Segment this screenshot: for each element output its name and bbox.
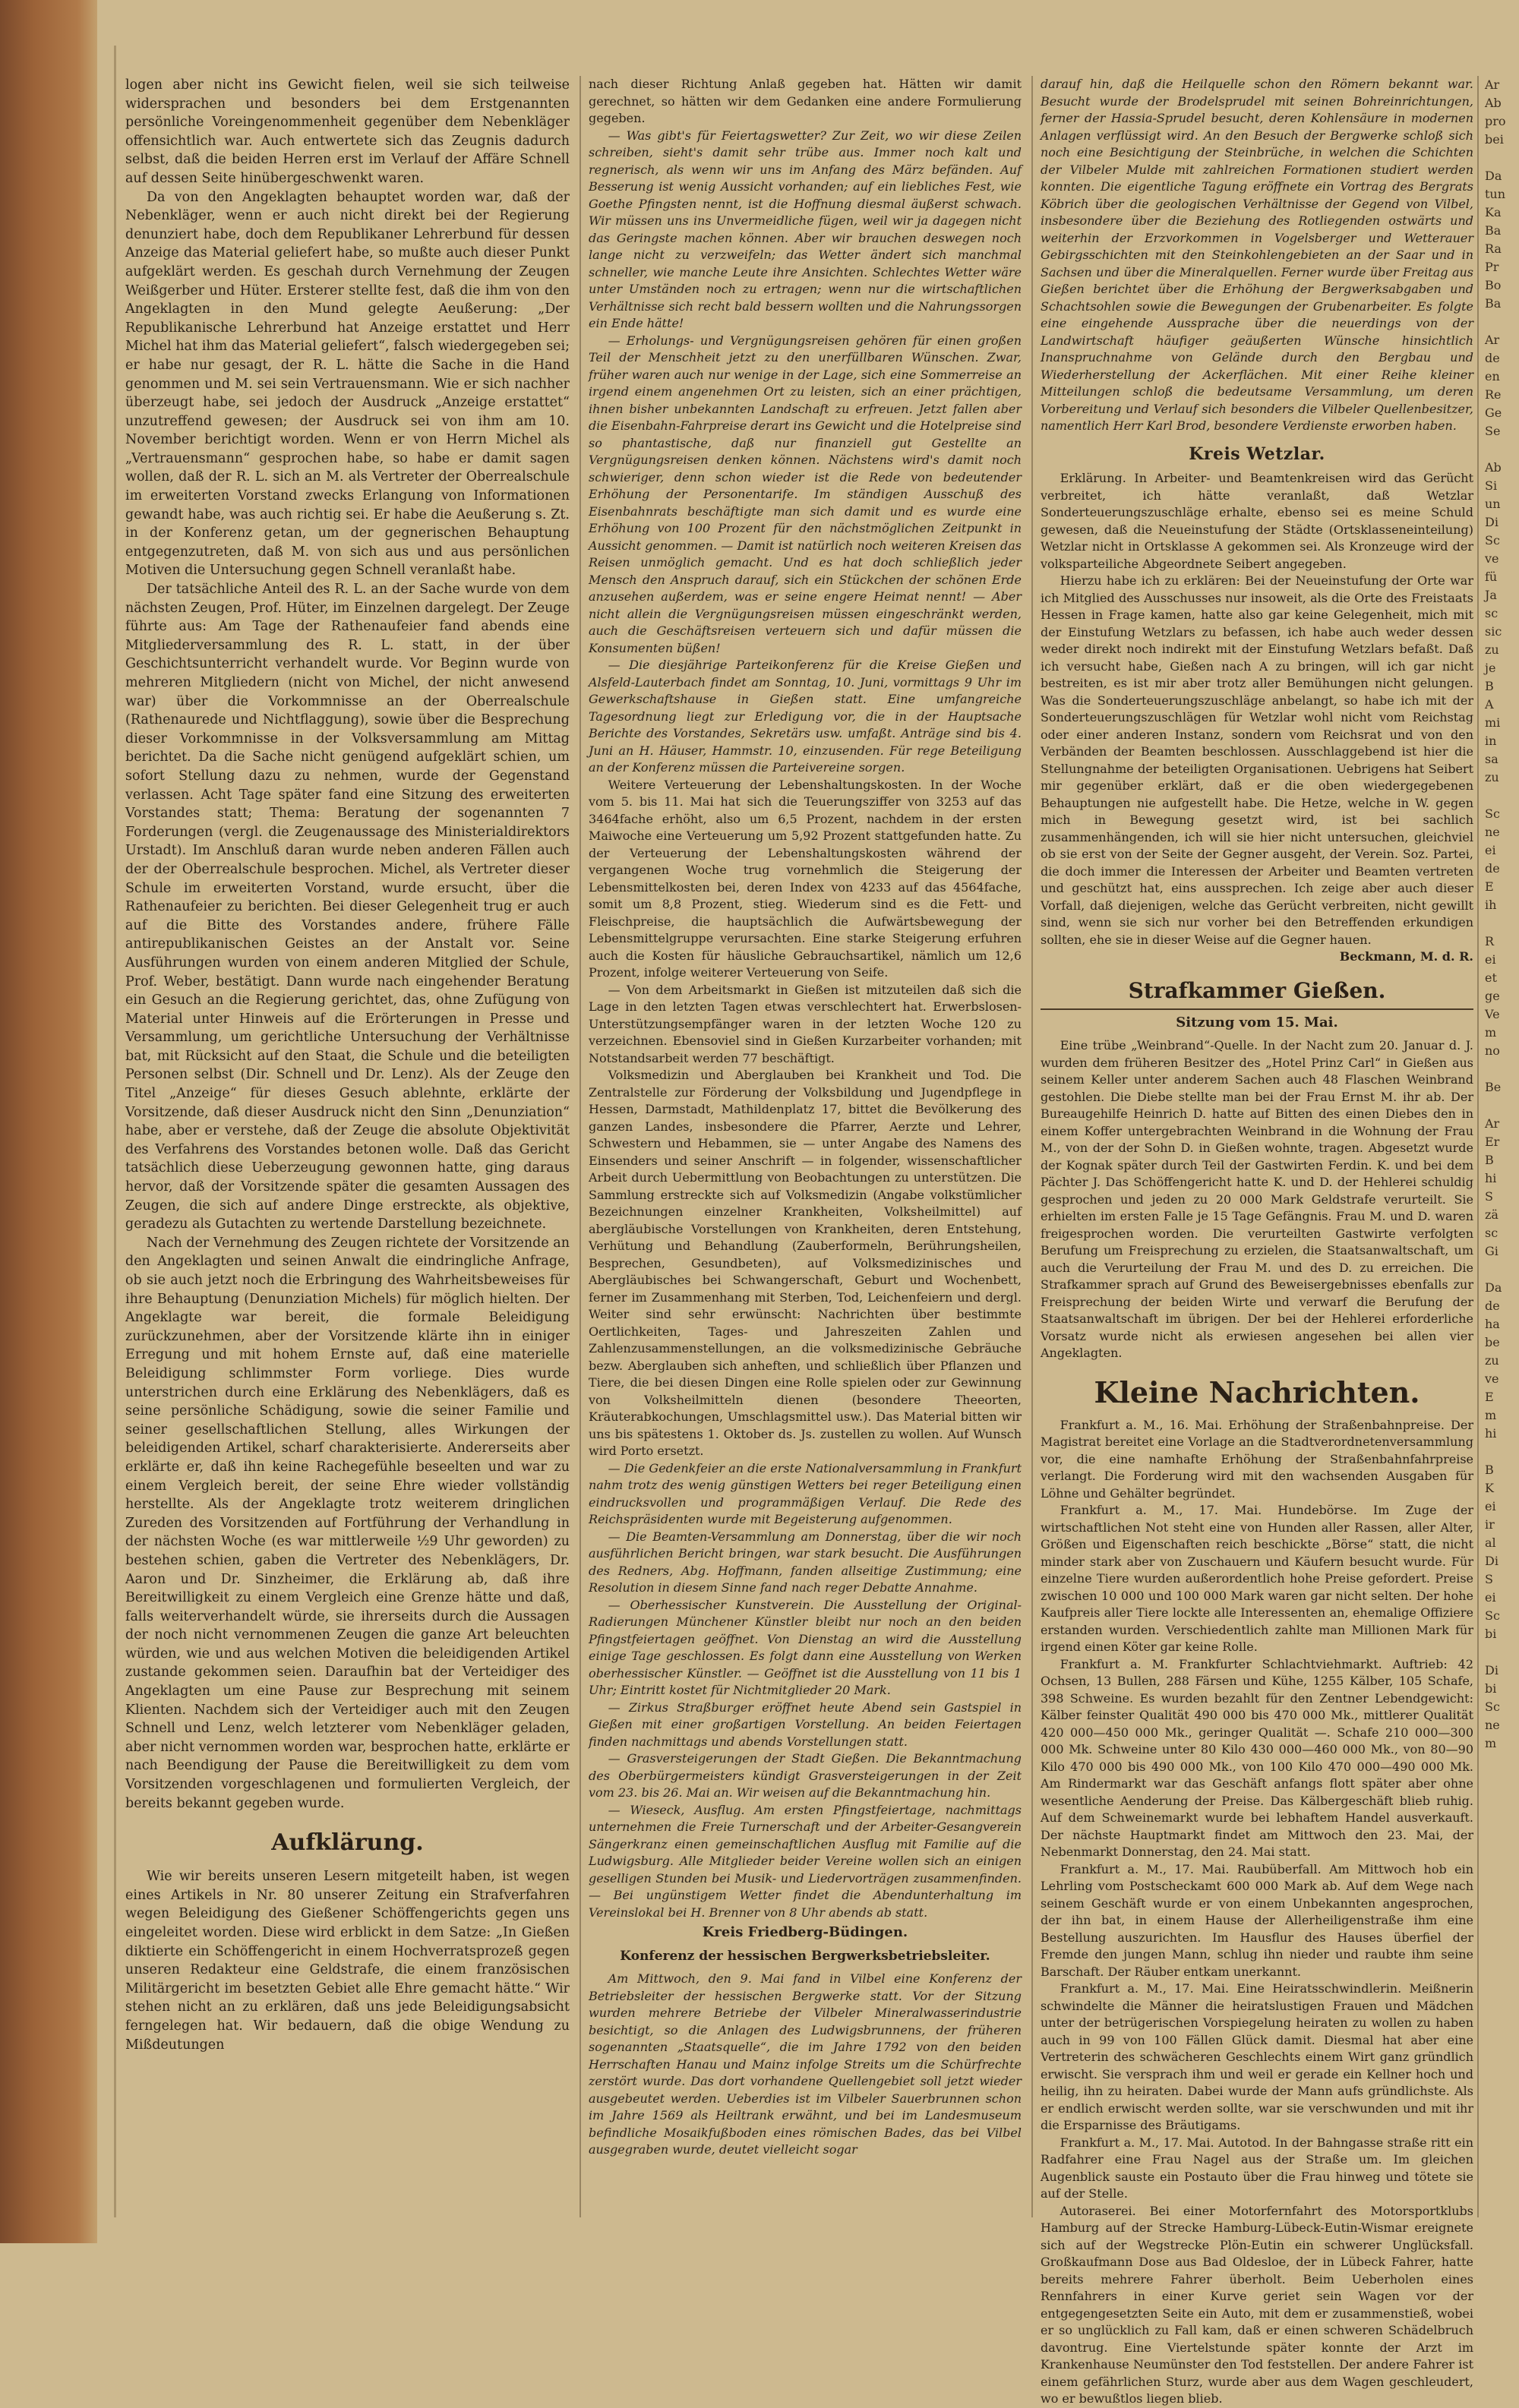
cropped-line-fragment: zu (1485, 642, 1499, 657)
cropped-line-fragment: un (1485, 497, 1501, 511)
cropped-line-fragment: Sc (1485, 1608, 1500, 1623)
cropped-line-fragment (1485, 149, 1515, 167)
cropped-line-fragment: bei (1485, 132, 1504, 147)
article-paragraph: darauf hin, daß die Heilquelle schon den Römern bekannt war. Besucht wurde der Brodelsprudel mit seinen Bohreinrichtungen, ferner der Hassia-Sprudel besucht, deren Kohlensäure in modernen Anlagen verflüssigt wird. An den Besuch der Bergwerke schloß sich noch eine Besichtigung der Steinbrüche, in welchen die Schichten der Vilbeler Mulde mit zahlreichen Formationen studiert werden konnten. Die eigentliche Tagung eröffnete ein Vortrag des Bergrats Köbrich über die geologischen Verhältnisse der Gegend von Vilbel, insbesondere über die Beziehung des Rotliegenden ostwärts und weiterhin der Erzvorkommen in Vogelsberger und Wetterauer Gebirgsschichten mit den Steinkohlengebieten an der Saar und in Sachsen und über die Mineralquellen. Ferner wurde über Freitag aus Gießen berichtet über die Erhöhung der Bergwerksabgaben und Schachtsohlen sowie die Bewegungen der Grubenarbeiter. Es folgte eine eingehende Aussprache über die neuerdings von der Landwirtschaft häufiger geäußerten Wünsche hinsichtlich Inanspruchnahme von Gelände durch den Bergbau und Wiederherstellung der Ackerflächen. Mit einer Reihe kleiner Mitteilungen schloß die bedeutsame Versammlung, um deren Vorbereitung und Verlauf sich besonders die Vilbeler Quellenbesitzer, namentlich Herr Karl Brod, besondere Verdienste erworben haben. (1041, 77, 1473, 433)
news-item: Frankfurt a. M., 17. Mai. Autotod. In der Bahngasse straße ritt ein Radfahrer eine Frau Nagel aus der Straße um. Im gleichen Augenblick sauste ein Postauto über die Frau hinweg und tötete sie auf der Stelle. (1041, 2135, 1473, 2201)
cropped-line-fragment: S (1485, 1189, 1493, 1204)
cropped-line-fragment: Ba (1485, 296, 1502, 311)
cropped-line-fragment: bi (1485, 1681, 1497, 1696)
cropped-line-fragment: ei (1485, 952, 1496, 967)
cropped-line-fragment: m (1485, 1736, 1497, 1750)
cropped-line-fragment: S (1485, 1572, 1493, 1586)
cropped-line-fragment: K (1485, 1481, 1494, 1495)
news-item: — Was gibt's für Feiertagswetter? Zur Zeit, wo wir diese Zeilen schreiben, sieht's damit sehr trübe aus. Immer noch kalt und regnerisch, als wenn wir uns im Anfang des März befänden. Auf Besserung ist wenig Aussicht vorhanden; auf ein liebliches Fest, wie Goethe Pfingsten nennt, ist die Hoffnung diesmal äußerst schwach. Wir müssen uns ins Unvermeidliche fügen, weil wir ja dagegen nicht das Geringste machen können. Aber wir brauchen deswegen noch lange nicht zu verzweifeln; das Wetter ändert sich manchmal schneller, wie manche Leute ihre Ansichten. Schlechtes Wetter wäre unter Umständen noch zu ertragen; wenn nur die wirtschaftlichen Verhältnisse sich recht bald bessern wollten und die Nahrungssorgen ein Ende hätte! (589, 128, 1022, 330)
cropped-line-fragment: be (1485, 1335, 1500, 1349)
cropped-line-fragment: in (1485, 734, 1497, 748)
cropped-line-fragment: B (1485, 1463, 1494, 1477)
cropped-line-fragment: tun (1485, 187, 1506, 201)
column-1 (125, 76, 570, 2217)
cropped-line-fragment: pro (1485, 114, 1506, 128)
cropped-line-fragment (1485, 313, 1515, 331)
cropped-line-fragment: Ab (1485, 96, 1502, 110)
cropped-line-fragment: Er (1485, 1135, 1500, 1149)
article-paragraph: logen aber nicht ins Gewicht fielen, weil sie sich teilweise widersprachen und besonders bei dem Erstgenannten persönliche Voreingenommenheit gegenüber dem Nebenkläger offensichtlich war. Auch entwertete sich das Zeugnis dadurch selbst, daß die beiden Herren erst im Verlauf der Affäre Schnell auf dessen Seite hinübergeschwenkt waren. (125, 77, 570, 186)
cropped-line-fragment (1485, 1643, 1515, 1662)
cropped-line-fragment: Pr (1485, 260, 1499, 274)
signature: Beckmann, M. d. R. (1339, 949, 1473, 964)
news-item: Frankfurt a. M., 17. Mai. Raubüberfall. Am Mittwoch hob ein Lehrling vom Postscheckamt 600 000 Mark ab. Auf dem Wege nach seinem Geschäft wurde er von einem Unbekannten angesprochen, der ihn bat, in einem Hause der Allerheiligenstraße ihm eine Bestellung auszurichten. Im Hausflur des Hauses überfiel der Fremde den jungen Mann, schlug ihn nieder und raubte ihm seine Barschaft. Der Räuber entkam unerkannt. (1041, 1861, 1473, 1979)
cropped-line-fragment: m (1485, 1025, 1497, 1040)
cropped-line-fragment: Re (1485, 387, 1502, 402)
cropped-line-fragment: Ab (1485, 460, 1502, 475)
cropped-line-fragment: Di (1485, 515, 1498, 529)
cropped-line-fragment (1485, 914, 1515, 933)
cropped-line-fragment: Ar (1485, 1116, 1500, 1131)
cropped-line-fragment: je (1485, 661, 1496, 675)
cropped-line-fragment: ge (1485, 989, 1500, 1003)
cropped-line-fragment (1485, 1261, 1515, 1279)
cropped-line-fragment: ne (1485, 825, 1500, 839)
cropped-line-fragment: mi (1485, 715, 1501, 730)
cropped-line-fragment (1485, 1097, 1515, 1115)
news-item: — Grasversteigerungen der Stadt Gießen. Die Bekanntmachung des Oberbürgermeisters kündigt Grasversteigerungen in der Zeit vom 23. bis 26. Mai an. Wir weisen auf die Bekanntmachung hin. (589, 1751, 1022, 1800)
news-item: Am Mittwoch, den 9. Mai fand in Vilbel eine Konferenz der Betriebsleiter der hessischen Bergwerke statt. Vor der Sitzung wurden mehrere Betriebe der Vilbeler Mineralwasserindustrie besichtigt, so die Anlagen des Ludwigsbrunnens, der früheren sogenannten „Staatsquelle“, die im Jahre 1792 von den beiden Herrschaften Hanau und Mainz infolge Streits um die Schürfrechte zerstört wurde. Das dort vorhandene Quellengebiet soll jetzt wieder ausgebeutet werden. Ueberdies ist im Vilbeler Sauerbrunnen schon im Jahre 1569 als Heiltrank erwähnt, und bei im Landesmuseum befindliche Mosaikfußboden eines römischen Bades, das bei Vilbel ausgegraben wurde, deutet vielleicht sogar (589, 1971, 1022, 2157)
column-4-cropped (1485, 76, 1515, 2217)
news-item: Autoraserei. Bei einer Motorfernfahrt des Motorsportklubs Hamburg auf der Strecke Hamburg-Lübeck-Eutin-Wismar ereignete sich auf der Wegstrecke Plön-Eutin ein schwerer Unglücksfall. Großkaufmann Dose aus Bad Oldesloe, der in Lübeck Fahrer, hatte bereits mehrere Fahrer überholt. Beim Ueberholen eines Rennfahrers in einer Kurve geriet sein Wagen vor der entgegengesetzten Seite ein Auto, mit dem er zusammenstieß, wobei er so unglücklich zu Fall kam, daß er einen schweren Schädelbruch davontrug. Eine Viertelstunde später konnte der Arzt im Krankenhause Neumünster den Tod feststellen. Der andere Fahrer ist einem gefährlichen Sturz, wurde aber aus dem Wagen geschleudert, wo er bewußtlos liegen blieb. (1041, 2203, 1473, 2406)
section-heading-aufklaerung: Aufklärung. (271, 1829, 424, 1857)
news-item: Frankfurt a. M., 17. Mai. Hundebörse. Im Zuge der wirtschaftlichen Not steht eine von Hunden aller Rassen, aller Alter, Größen und Eigenschaften reich beschickte „Börse“ statt, die nicht minder stark aber von Zuschauern und Käufern besucht wurde. Für einzelne Tiere wurden außerordentlich hohe Preise gefordert. Preise zwischen 10 000 und 100 000 Mark waren gar nicht selten. Der hohe Kaufpreis aller Tiere lockte alle Interessenten an, ehemalige Offiziere erstanden wurden. Verschiedentlich zahlte man Millionen Mark für irgend einen Köter gar keine Rolle. (1041, 1503, 1473, 1654)
news-item: Volksmedizin und Aberglauben bei Krankheit und Tod. Die Zentralstelle zur Förderung der Volksbildung und Jugendpflege in Hessen, Darmstadt, Mathildenplatz 17, bittet die Bevölkerung des ganzen Landes, insbesondere die Pfarrer, Aerzte und Lehrer, Schwestern und Hebammen, sie — unter Angabe des Namens des Einsenders und seiner Anschrift — in folgender, wissenschaftlicher Arbeit durch Uebermittlung von Beobachtungen zu unterstützen. Die Sammlung erstreckte sich auf Volksmedizin (Angabe volkstümlicher Bezeichnungen einzelner Krankheiten, Volksheilmittel) auf abergläubische Vorstellungen von Krankheiten, deren Entstehung, Verhütung und Behandlung (Zauberformeln, Berührungsheilen, Besprechen, Gesundbeten), auf Volksmedizinisches und Abergläubisches bei Schwangerschaft, Geburt und Wochenbett, ferner im Zusammenhang mit Sterben, Tod, Leichenfeiern und dergl. Weiter sind sehr erwünscht: Nachrichten über bestimmte Oertlichkeiten, Tages- und Jahreszeiten Zahlen und Zahlenzusammenstellungen, an die volksmedizinische Gebräuche bezw. Aberglauben sich anheften, und schließlich über Pflanzen und Tiere, die bei diesen Dingen eine Rolle spielen oder zur Gewinnung von Volksheilmitteln dienen (besondere Theeorten, Kräuterabkochungen, Umschlagsmittel usw.). Das Material bitten wir uns bis spätestens 1. Oktober ds. Js. zustellen zu wollen. Auf Wunsch wird Porto ersetzt. (589, 1068, 1022, 1458)
article-paragraph: Nach der Vernehmung des Zeugen richtete der Vorsitzende an den Angeklagten und seinen Anwalt die eindringliche Anfrage, ob sie auch jetzt noch die Erbringung des Wahrheitsbeweises für ihre Behauptung (Denunziation Michels) für möglich hielten. Der Angeklagte war bereit, die formale Beleidigung zurückzunehmen, aber der Vorsitzende klärte ihn in einiger Erregung und mit hohem Ernste auf, daß eine materielle Beleidigung schlimmster Form vorliege. Dies wurde unterstrichen durch eine Erklärung des Nebenklägers, daß es seine persönliche Schädigung, sowie die seiner Familie und seiner gesellschaftlichen Stellung, alles Wirkungen der beleidigenden Artikel, scharf charakterisierte. Andererseits aber erklärte er, daß ihn keine Rachegefühle beseelten und war zu einem Vergleich bereit, der seine Ehre wieder vollständig herstellte. Als der Angeklagte trotz weiterem dringlichen Zureden des Vorsitzenden auf Fortführung der Verhandlung in der nächsten Woche (es war mittlerweile ½9 Uhr geworden) zu bestehen schien, gaben die Vertreter des Nebenklägers, Dr. Aaron und Dr. Sinzheimer, die Erklärung ab, daß ihre Bereitwilligkeit zu einem Vergleich eine Grenze hätte und daß, falls weiterverhandelt würde, sie ihrerseits durch die Aussagen der noch nicht vernommenen Zeugen die ganze Art beleuchten würden, wie und aus welchen Motiven die beleidigenden Artikel zustande gekommen seien. Daraufhin bat der Verteidiger des Angeklagten um eine Pause zur Besprechung mit seinem Klienten. Nachdem sich der Verteidiger auch mit den Zeugen Schnell und Lenz, welch letzterer vom Nebenkläger geladen, aber nicht vernommen worden war, besprochen hatte, erklärte er nach Beendigung der Pause die Bereitwilligkeit zu dem vom Vorsitzenden vorgeschlagenen und formulierten Vergleich, der bereits bekannt gegeben wurde. (125, 1235, 570, 1811)
cropped-line-fragment: Ge (1485, 406, 1502, 420)
cropped-line-fragment: zu (1485, 1353, 1499, 1368)
article-paragraph: Da von den Angeklagten behauptet worden war, daß der Nebenkläger, wenn er auch nicht direkt bei der Regierung denunziert habe, doch dem Republikaner Lehrerbund für dessen Anzeige das Material geliefert habe, so mußte auch dieser Punkt aufgeklärt werden. Es geschah durch Vernehmung der Zeugen Weißgerber und Hüter. Ersterer stellte fest, daß die ihm von den Angeklagten in den Mund gelegte Aeußerung: „Der Republikanische Lehrerbund hat Anzeige erstattet und Herr Michel hat ihm das Material geliefert“, falsch wiedergegeben sei; er habe nur gesagt, der R. L. hätte die Sache in die Hand genommen und M. sei sein Vertrauensmann. Wie er sich nachher überzeugt habe, sei jedoch der Ausdruck „Anzeige erstattet“ unzutreffend gewesen; der Ausdruck sei von ihm am 10. November berichtigt worden. Wenn er von Herrn Michel als „Vertrauensmann“ gesprochen habe, so habe er damit sagen wollen, daß der R. L. sich an M. als Vertreter der Oberrealschule im erweiterten Vorstand zwecks Erlangung von Informationen gewandt habe, was auch richtig sei. Er habe die Aeußerung s. Zt. in der Konferenz getan, um der gegnerischen Behauptung entgegenzutreten, daß M. von sich aus und aus persönlichen Motiven die Untersuchung gegen Schnell veranlaßt habe. (125, 189, 570, 579)
page-gutter (114, 46, 116, 2217)
cropped-line-fragment: ei (1485, 1499, 1496, 1513)
cropped-line-fragment: sic (1485, 624, 1502, 639)
cropped-line-fragment: hi (1485, 1426, 1497, 1441)
article-paragraph: Erklärung. In Arbeiter- und Beamtenkreisen wird das Gerücht verbreitet, ich hätte veranlaßt, daß Wetzlar Sonderteuerungszuschläge erhalte, ebenso sei es meine Schuld gewesen, daß die Neueinstufung der Städte (Ortsklasseneinteilung) Wetzlar nicht in Ortsklasse A gekommen sei. Als Kronzeuge wird der volksparteiliche Abgeordnete Seibert angegeben. (1041, 471, 1473, 571)
cropped-line-fragment: Bo (1485, 278, 1502, 292)
cropped-line-fragment: Ra (1485, 241, 1502, 256)
section-heading-strafkammer: Strafkammer Gießen. (1041, 978, 1473, 1010)
cropped-line-fragment: Ja (1485, 588, 1497, 602)
cropped-line-fragment: fü (1485, 570, 1498, 584)
cropped-line-fragment: Ba (1485, 223, 1502, 238)
article-heading: Konferenz der hessischen Bergwerksbetriebsleiter. (620, 1948, 990, 1964)
article-paragraph: Der tatsächliche Anteil des R. L. an der Sache wurde von dem nächsten Zeugen, Prof. Hüter, im Einzelnen dargelegt. Der Zeuge führte aus: Am Tage der Rathenaufeier fand abends eine Mitgliederversammlung des R. L. statt, in der über Geschichtsunterricht verhandelt wurde. Vor Beginn wurde von mehreren Mitgliedern (nicht von Michel, der nicht anwesend war) über die Vorkommnisse an der Oberrealschule (Rathenaurede und Nichtflaggung), sowie über die Besprechung dieser Vorkommnisse in der Volksversammlung am Mittag berichtet. Da die Sache nicht genügend aufgeklärt schien, um sofort Stellung dazu zu nehmen, wurde der Gegenstand verlassen. Acht Tage später fand eine Sitzung des erweiterten Vorstandes statt; Thema: Beratung der sogenannten 7 Forderungen (vergl. die Zeugenaussage des Ministerialdirektors Urstadt). Im Anschluß daran wurde neben anderen Fällen auch der der Oberrealschule besprochen. Michel, als Vertreter dieser Schule im erweiterten Vorstand, wurde ersucht, über die Rathenaufeier zu berichten. Bei dieser Gelegenheit trug er auch auf die Bitte des Vorstandes andere, frühere Fälle antirepublikanischen Geistes an der Anstalt vor. Seine Ausführungen wurden von einem anderen Mitglied der Schule, Prof. Weber, bestätigt. Dann wurde nach eingehender Beratung ein Gesuch an die Regierung gerichtet, das, ohne Zufügung von Material unter Hinweis auf die Erörterungen in Presse und Versammlung, um gerichtliche Untersuchung der Verhältnisse bat, mit Rücksicht auf den Staat, die Schule und die beteiligten Personen selbst (Dir. Schnell und Dr. Lenz). Als der Zeuge den Titel „Anzeige“ für dieses Gesuch ablehnte, erklärte der Vorsitzende, daß dieser Ausdruck nicht den Sinn „Denunziation“ habe, aber er verstehe, daß der Zeuge die absolute Objektivität des Verfahrens des Vorstandes betonen wolle. Daß das Gericht tatsächlich diese Ueberzeugung gewonnen hatte, ging daraus hervor, daß der Vorsitzende später die gesamten Aussagen des Zeugen, die sich auf andere Dinge erstreckte, als objektive, geradezu als Gutachten zu wertende Darstellung bezeichnete. (125, 582, 570, 1232)
cropped-line-fragment (1485, 1443, 1515, 1461)
cropped-line-fragment: ei (1485, 843, 1496, 857)
cropped-line-fragment: Se (1485, 424, 1501, 438)
cropped-line-fragment: A (1485, 697, 1494, 712)
cropped-line-fragment: en (1485, 369, 1500, 383)
article-paragraph: Wie wir bereits unseren Lesern mitgeteilt haben, ist wegen eines Artikels in Nr. 80 unserer Zeitung ein Strafverfahren wegen Beleidigung des Gießener Schöffengerichts gegen uns eingeleitet worden. Diese wird erblickt in dem Satze: „In Gießen diktierte ein Schöffengericht in einem Hochverratsprozeß gegen unseren Redakteur eine Geldstrafe, die einem französischen Militärgericht im besetzten Gebiet alle Ehre gemacht hätte.“ Wir stehen nicht an zu erklären, daß uns jede Beleidigungsabsicht ferngelegen hat. Wir bedauern, daß die obige Wendung zu Mißdeutungen (125, 1869, 570, 2053)
article-paragraph: Eine trübe „Weinbrand“-Quelle. In der Nacht zum 20. Januar d. J. wurden dem früheren Besitzer des „Hotel Prinz Carl“ in Gießen aus seinem Keller unter anderem Sachen auch 48 Flaschen Weinbrand gestohlen. Die Diebe stellte man bei der Frau Ernst M. ihr ab. Der Bureaugehilfe Heinrich D. hatte auf Bitten des einen Diebes den in einem Koffer untergebrachten Weinbrand in die Wohnung der Frau M., von der der Sohn D. in Gießen wohnte, tragen. Abgesetzt wurde der Kognak später durch Teil der Gastwirten Ferdin. K. und bei dem Pächter J. Das Schöffengericht hatte K. und D. der Hehlerei schuldig gesprochen und jeden zu 20 000 Mark Geldstrafe verurteilt. Sie erhielten im ersten Falle je 15 Tage Gefängnis. Frau M. und D. waren freigesprochen worden. Die verurteilten Gastwirte verfolgten Berufung um Freisprechung zu erzielen, die Staatsanwaltschaft, um auch die Verurteilung der Frau M. und des D. zu erreichen. Die Strafkammer sprach auf Grund des Beweisergebnisses ebenfalls zur Freisprechung der beiden Wirte und verwarf die Berufung der Staatsanwaltschaft im übrigen. Der bei der Hehlerei erforderliche Vorsatz wurde nicht als erwiesen angesehen bei allen vier Angeklagten. (1041, 1038, 1473, 1360)
cropped-line-fragment: m (1485, 1408, 1497, 1422)
cropped-line-fragment: Gi (1485, 1244, 1498, 1258)
cropped-line-fragment: B (1485, 679, 1494, 693)
news-item: Frankfurt a. M. Frankfurter Schlachtviehmarkt. Auftrieb: 42 Ochsen, 13 Bullen, 288 Färsen und Kühe, 1255 Kälber, 105 Schafe, 398 Schweine. Es wurden bezahlt für den Zentner Lebendgewicht: Kälber feinster Qualität 490 000 bis 470 000 Mk., mittlerer Qualität 420 000—450 000 Mk., geringer Qualität —. Schafe 210 000—300 000 Mk. Schweine unter 80 Kilo 430 000—460 000 Mk., von 80—90 Kilo 470 000 bis 490 000 Mk., von 100 Kilo 470 000—490 000 Mk. Am Rindermarkt war das Geschäft anfangs flott später aber ohne wesentliche Aenderung der Preise. Das Kälbergeschäft blieb ruhig. Auf dem Schweinemarkt wurde bei lebhaftem Handel ausverkauft. Der nächste Hauptmarkt findet am Mittwoch den 23. Mai, der Nebenmarkt Donnerstag, den 24. Mai statt. (1041, 1656, 1473, 1859)
column-2 (589, 76, 1022, 2217)
news-item: Frankfurt a. M., 17. Mai. Eine Heiratsschwindlerin. Meißnerin schwindelte die Männer die heiratslustigen Frauen und Mädchen unter der betrügerischen Vorspiegelung heiraten zu wollen zu haben auch in 99 von 100 Fällen Glück damit. Diesmal hat aber eine Vertreterin des schwächeren Geschlechts einem Wirt ganz gründlich erwischt. Sie versprach ihm und weil er gerade ein Kellner hoch und heilig, ihn zu heiraten. Dabei wurde der Mann aufs gründlichste. Als er endlich erwischt werden sollte, war sie verschwunden und mit ihr die Ersparnisse des Bräutigams. (1041, 1981, 1473, 2132)
cropped-line-fragment: ne (1485, 1718, 1500, 1732)
cropped-line-fragment: Ar (1485, 77, 1500, 92)
news-item: — Wieseck, Ausflug. Am ersten Pfingstfeiertage, nachmittags unternehmen die Freie Turnerschaft und der Arbeiter-Gesangverein Sängerkranz einen gemeinschaftlichen Ausflug mit Familie auf die Ludwigsburg. Alle Mitglieder beider Vereine wollen sich an einigen geselligen Stunden bei Musik- und Liedervorträgen zusammenfinden. — Bei ungünstigem Wetter findet die Abendunterhaltung im Vereinslokal bei H. Brenner von 8 Uhr abends ab statt. (589, 1802, 1022, 1920)
cropped-line-fragment: E (1485, 1390, 1494, 1404)
cropped-line-fragment: ha (1485, 1317, 1500, 1331)
column-3 (1041, 76, 1473, 2406)
cropped-line-fragment (1485, 440, 1515, 459)
news-item: Frankfurt a. M., 16. Mai. Erhöhung der Straßenbahnpreise. Der Magistrat bereitet eine Vorlage an die Stadtverordnetenversammlung vor, die eine namhafte Erhöhung der Straßenbahnfahrpreise verlangt. Die Forderung wird mit den wachsenden Ausgaben für Löhne und Gehälter begründet. (1041, 1417, 1473, 1501)
section-heading-kreis-wetzlar: Kreis Wetzlar. (1189, 443, 1325, 464)
cropped-line-fragment: R (1485, 934, 1495, 948)
cropped-line-fragment: zä (1485, 1207, 1498, 1222)
cropped-line-fragment: Ar (1485, 333, 1500, 347)
cropped-line-fragment: E (1485, 879, 1494, 894)
column-rule (1031, 76, 1033, 2217)
cropped-line-fragment: sa (1485, 752, 1498, 766)
cropped-line-fragment: Si (1485, 478, 1498, 493)
cropped-line-fragment: Ve (1485, 1007, 1500, 1021)
news-item: — Von dem Arbeitsmarkt in Gießen ist mitzuteilen daß sich die Lage in den letzten Tagen etwas verschlechtert hat. Erwerbslosen-Unterstützungsempfänger waren in der letzten Woche 120 zu verzeichnen. Ebensoviel sind in Gießen Kurzarbeiter vorhanden; mit Notstandsarbeit werden 77 beschäftigt. (589, 982, 1022, 1065)
news-item: — Oberhessischer Kunstverein. Die Ausstellung der Original-Radierungen Münchener Künstler bleibt nur noch an den beiden Pfingstfeiertagen geöffnet. Von Dienstag an wird die Ausstellung einige Tage geschlossen. Es folgt dann eine Ausstellung von Werken oberhessischer Künstler. — Geöffnet ist die Ausstellung von 11 bis 1 Uhr; Eintritt kostet für Nichtmitglieder 20 Mark. (589, 1597, 1022, 1697)
cropped-line-fragment: de (1485, 351, 1500, 365)
book-binding (0, 0, 97, 2243)
section-subheading: Sitzung vom 15. Mai. (1176, 1014, 1338, 1030)
cropped-line-fragment: Da (1485, 1280, 1502, 1295)
cropped-line-fragment: ve (1485, 1371, 1499, 1386)
news-item: — Die diesjährige Parteikonferenz für die Kreise Gießen und Alsfeld-Lauterbach findet am Sonntag, 10. Juni, vormittags 9 Uhr im Gewerkschaftshause in Gießen statt. Eine umfangreiche Tagesordnung liegt zur Erledigung vor, die in der Hauptsache Berichte des Vorstandes, Sekretärs usw. umfaßt. Anträge sind bis 4. Juni an H. Häuser, Hammstr. 10, einzusenden. Für rege Beteiligung an der Konferenz müssen die Parteivereine sorgen. (589, 658, 1022, 775)
article-paragraph: nach dieser Richtung Anlaß gegeben hat. Hätten wir damit gerechnet, so hätten wir dem Gedanken eine andere Formulierung gegeben. (589, 77, 1022, 125)
cropped-line-fragment: sc (1485, 606, 1498, 620)
cropped-line-fragment: Di (1485, 1663, 1498, 1677)
cropped-line-fragment: et (1485, 970, 1497, 985)
cropped-line-fragment: Sc (1485, 1699, 1500, 1714)
cropped-line-fragment: Be (1485, 1080, 1502, 1094)
cropped-line-fragment: Da (1485, 169, 1502, 183)
cropped-line-fragment: ir (1485, 1517, 1495, 1532)
cropped-line-fragment: Sc (1485, 533, 1500, 548)
cropped-line-fragment: B (1485, 1153, 1494, 1167)
cropped-line-fragment: bi (1485, 1627, 1497, 1641)
cropped-line-fragment: ei (1485, 1590, 1496, 1605)
cropped-line-fragment: al (1485, 1535, 1496, 1550)
news-item: — Die Gedenkfeier an die erste Nationalversammlung in Frankfurt nahm trotz des wenig günstigen Wetters bei reger Beteiligung einen eindrucksvollen und programmäßigen Verlauf. Die Rede des Reichspräsidenten wurde mit Begeisterung aufgenommen. (589, 1460, 1022, 1526)
cropped-line-fragment: sc (1485, 1226, 1498, 1240)
cropped-line-fragment: ih (1485, 898, 1497, 912)
section-heading-kreis-friedberg: Kreis Friedberg-Büdingen. (702, 1924, 908, 1940)
cropped-line-fragment: zu (1485, 770, 1499, 784)
section-heading-kleine-nachrichten: Kleine Nachrichten. (1094, 1374, 1420, 1409)
cropped-line-fragment (1485, 1060, 1515, 1078)
article-paragraph: Hierzu habe ich zu erklären: Bei der Neueinstufung der Orte war ich Mitglied des Ausschusses nur insoweit, als die Orte des Freistaats Hessen in Frage kamen, hatte also gar keine Gelegenheit, mich mit der Einstufung Wetzlars zu befassen, ich habe auch weder dessen weder direkt noch indirekt mit der Einstufung Wetzlars befaßt. Daß ich versucht habe, Gießen nach A zu bringen, will ich gar nicht bestreiten, es ist mir aber trotz aller Bemühungen nicht gelungen. Was die Sonderteuerungszuschläge anbelangt, so habe ich mit der Sonderteuerungszuschlägen für Wetzlar wohl nicht vom Reichstag oder einer anderen Instanz, sondern vom Reichsrat und von den Verbänden der Beamten beschlossen. Ausschlaggebend ist hier die Stellungnahme der beteiligten Organisationen. Uebrigens hat Seibert mir gegenüber erklärt, daß er die oben wiedergegebenen Behauptungen nie aufgestellt habe. Die Hetze, welche in W. gegen mich in Bewegung gesetzt wird, ist bei sachlich zusammenhängenden, ich will sie hier nicht untersuchen, gleichviel ob sie erst von der Seite der Gegner ausgeht, der Verein. Soz. Partei, die doch immer die Interessen der Arbeiter und Beamten vertreten und geschützt hat, eins aussprechen. Ich zeige aber auch dieser Vorfall, daß diejenigen, welche das Gerücht verbreiten, nicht gewillt sind, wenn sie sich nur vorher bei den Betreffenden erkundigen sollten, ehe sie in dieser Weise auf die Gegner hauen. (1041, 573, 1473, 947)
news-item: Weitere Verteuerung der Lebenshaltungskosten. In der Woche vom 5. bis 11. Mai hat sich die Teuerungsziffer von 3253 auf das 3464fache erhöht, also um 6,5 Prozent, nachdem in der ersten Maiwoche eine Verteuerung um 5,92 Prozent stattgefunden hatte. Zu der Verteuerung der Lebenshaltungskosten während der vergangenen Woche trug vornehmlich die Steigerung der Lebensmittelkosten bei, deren Index von 4233 auf das 4564fache, somit um 8,8 Prozent, stieg. Wiederum sind es die Fett- und Fleischpreise, die hauptsächlich die Aufwärtsbewegung der Lebensmittelgruppe verursachten. Eine starke Steigerung erfuhren auch die Kosten für häusliche Gebrauchsartikel, nämlich um 12,6 Prozent, infolge weiterer Verteuerung von Seife. (589, 777, 1022, 980)
cropped-line-fragment: Sc (1485, 806, 1500, 821)
cropped-line-fragment: ve (1485, 551, 1499, 566)
cropped-line-fragment: no (1485, 1043, 1500, 1058)
cropped-line-fragment: de (1485, 1299, 1500, 1313)
cropped-line-fragment: Di (1485, 1554, 1498, 1568)
news-item: — Erholungs- und Vergnügungsreisen gehören für einen großen Teil der Menschheit jetzt zu den unerfüllbaren Wünschen. Zwar, früher waren auch nur wenige in der Lage, sich eine Sommerreise an irgend einem angenehmen Ort zu leisten, sich an einer prächtigen, ihnen bisher unbekannten Landschaft zu erfreuen. Jetzt fallen aber die Eisenbahn-Fahrpreise derart ins Gewicht und die Hotelpreise sind so phantastische, daß nur finanziell gut Gestellte an Vergnügungsreisen denken können. Nächstens wird's damit noch schwieriger, denn schon wieder ist die Rede von bedeutender Erhöhung der Personentarife. Im ständigen Ausschuß des Eisenbahnrats beschäftigte man sich damit und es wurde eine Erhöhung von 100 Prozent für den nächstmöglichen Zeitpunkt in Aussicht genommen. — Damit ist natürlich noch weiteren Kreisen das Reisen unmöglich gemacht. Und es hat doch schließlich jeder Mensch den Anspruch darauf, sich ein Stückchen der schönen Erde anzusehen außerdem, was er seine engere Heimat nennt! — Aber nicht allein die Vergnügungsreisen müssen eingeschränkt werden, auch die Geschäftsreisen verteuern sich und dafür müssen die Konsumenten büßen! (589, 333, 1022, 655)
news-item: — Die Beamten-Versammlung am Donnerstag, über die wir noch ausführlichen Bericht bringen, war stark besucht. Die Ausführungen des Redners, Abg. Hoffmann, fanden allseitige Zustimmung; eine Resolution in diesem Sinne fand nach reger Debatte Annahme. (589, 1529, 1022, 1595)
cropped-line-fragment: Ka (1485, 205, 1502, 219)
cropped-line-fragment: hi (1485, 1171, 1497, 1185)
column-rule (1477, 76, 1479, 2217)
newspaper-page (125, 76, 1506, 2406)
news-item: — Zirkus Straßburger eröffnet heute Abend sein Gastspiel in Gießen mit einer großartigen Vorstellung. An beiden Feiertagen finden nachmittags und abends Vorstellungen statt. (589, 1699, 1022, 1749)
column-rule (579, 76, 581, 2217)
cropped-line-fragment: de (1485, 861, 1500, 876)
cropped-line-fragment (1485, 787, 1515, 805)
